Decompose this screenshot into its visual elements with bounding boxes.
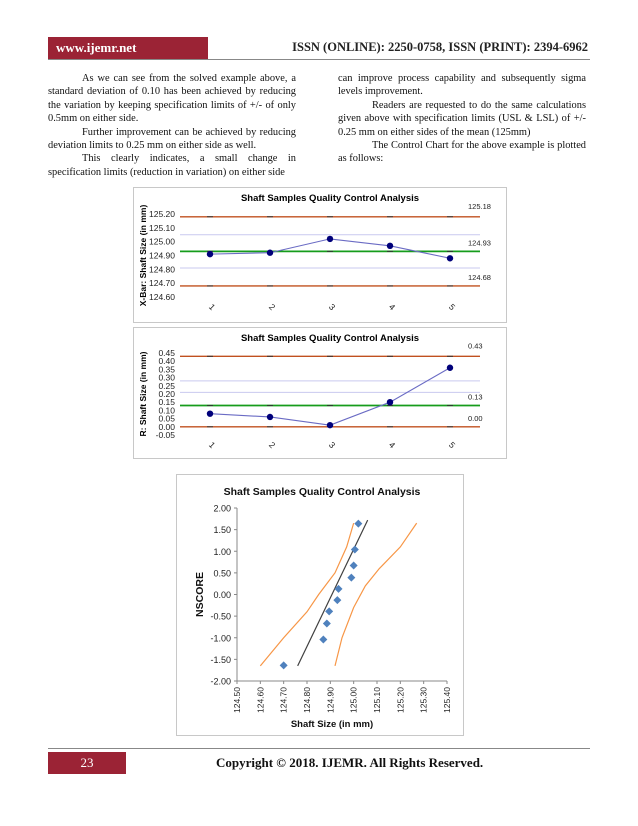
chart-0-data-point — [447, 255, 453, 261]
paragraph: This clearly indicates, a small change in specification limits (reduction in variation) on either side — [48, 153, 296, 178]
footer-page-box — [48, 752, 126, 774]
chart-1-x-tick-label: 2 — [266, 439, 278, 451]
chart-2-x-tick-label: 124.70 — [278, 687, 289, 713]
paragraph: Readers are requested to do the same calculations given above with specification limits (USL & LSL) of +/- 0.25 mm on either sides of the mean (125mm) — [338, 99, 586, 138]
chart-0-y-tick-label: 124.90 — [149, 250, 175, 261]
chart-1-data-point — [327, 422, 333, 428]
chart-2-x-tick-label: 124.60 — [255, 687, 266, 713]
range-chart — [133, 327, 507, 459]
paragraph: The Control Chart for the above example is plotted as follows: — [338, 140, 586, 165]
chart-1-annotation: 0.13 — [468, 392, 483, 402]
chart-1-data-point — [267, 414, 273, 420]
chart-0-title: Shaft Samples Quality Control Analysis — [240, 193, 420, 204]
chart-1-data-line — [210, 368, 450, 425]
chart-2-y-tick-label: -1.00 — [210, 633, 231, 644]
chart-1-y-tick-label: 0.20 — [158, 389, 175, 399]
chart-2-title: Shaft Samples Quality Control Analysis — [223, 486, 421, 498]
chart-2-x-tick-label: 125.20 — [395, 687, 406, 713]
footer-rule — [48, 748, 590, 749]
copyright-text: Copyright © 2018. IJEMR. All Rights Reserved. — [216, 755, 484, 770]
chart-1-y-tick-label: 0.40 — [158, 356, 175, 367]
journal-website[interactable]: www.ijemr.net — [56, 40, 137, 55]
chart-0-data-point — [267, 250, 273, 256]
right-column — [338, 72, 586, 166]
chart-1-x-tick-label: 4 — [386, 439, 398, 451]
chart-2-x-tick-label: 124.90 — [325, 687, 336, 713]
chart-0-y-axis-label: X-Bar: Shaft Size (in mm) — [138, 204, 148, 307]
chart-2-y-tick-label: 1.50 — [213, 525, 231, 536]
issn-text: ISSN (ONLINE): 2250-0758, ISSN (PRINT): 2394-6962 — [292, 40, 588, 54]
chart-1-y-axis-label: R: Shaft Size (in mm) — [138, 351, 148, 437]
chart-2-y-axis-label: NSCORE — [194, 572, 206, 617]
chart-1-x-tick-label: 5 — [446, 439, 458, 451]
chart-1-y-tick-label: 0.00 — [158, 421, 175, 432]
chart-1-annotation: 0.43 — [468, 341, 483, 351]
header-rule — [48, 59, 590, 60]
paragraph: Further improvement can be achieved by reducing deviation limits to 0.25 mm on either side as well. — [48, 126, 296, 152]
paragraph: As we can see from the solved example above, a standard deviation of 0.10 has been achieved by reducing the variation by keeping specification limits of +/- of only 0.5mm on either side. — [48, 73, 296, 125]
chart-1-data-point — [447, 365, 453, 371]
chart-2-fit-line — [298, 520, 368, 666]
xbar-chart-svg — [134, 188, 506, 322]
chart-0-data-point — [327, 236, 333, 242]
chart-0-y-tick-label: 124.80 — [149, 264, 175, 275]
chart-1-y-tick-label: 0.05 — [158, 413, 175, 424]
xbar-chart — [133, 187, 507, 323]
chart-1-y-tick-label: 0.30 — [158, 372, 175, 383]
chart-2-y-tick-label: -0.50 — [210, 611, 231, 622]
chart-2-data-point — [350, 562, 358, 570]
chart-1-data-point — [387, 399, 393, 405]
chart-2-x-tick-label: 125.00 — [348, 687, 359, 713]
chart-1-y-tick-label: 0.15 — [158, 397, 175, 408]
chart-1-data-point — [207, 410, 213, 416]
chart-1-title: Shaft Samples Quality Control Analysis — [240, 333, 420, 344]
chart-2-x-tick-label: 125.30 — [418, 687, 429, 713]
chart-2-y-tick-label: 0.00 — [213, 590, 231, 600]
chart-2-y-tick-label: 1.00 — [213, 546, 231, 557]
chart-0-y-tick-label: 125.00 — [149, 236, 175, 247]
chart-0-x-tick-label: 1 — [206, 301, 218, 313]
chart-2-x-tick-label: 124.80 — [302, 687, 312, 713]
chart-0-annotation: 124.68 — [468, 272, 491, 282]
chart-2-data-point — [319, 635, 327, 643]
chart-1-y-tick-label: 0.35 — [158, 364, 175, 375]
chart-0-annotation: 124.93 — [468, 238, 491, 248]
chart-2-x-axis-label: Shaft Size (in mm) — [290, 719, 374, 730]
nscore-chart-svg — [177, 475, 463, 735]
chart-1-y-tick-label: 0.10 — [158, 405, 175, 416]
chart-0-data-point — [207, 251, 213, 257]
paragraph: can improve process capability and subsequently sigma levels improvement. — [338, 73, 586, 98]
chart-2-y-tick-label: 2.00 — [213, 503, 231, 514]
chart-0-data-point — [387, 243, 393, 249]
chart-0-y-tick-label: 125.20 — [149, 209, 175, 219]
chart-2-y-tick-label: -2.00 — [210, 676, 231, 687]
chart-2-data-point — [325, 607, 333, 615]
chart-0-x-tick-label: 5 — [446, 301, 458, 313]
chart-2-data-point — [347, 574, 355, 582]
chart-1-x-tick-label: 3 — [326, 439, 338, 451]
chart-2-x-tick-label: 125.10 — [372, 687, 382, 713]
header-site-box — [48, 37, 208, 59]
chart-2-x-tick-label: 124.50 — [232, 687, 242, 713]
chart-0-x-tick-label: 4 — [386, 301, 398, 313]
chart-2-data-point — [280, 661, 288, 669]
chart-0-annotation: 125.18 — [468, 201, 491, 211]
chart-1-y-tick-label: -0.05 — [155, 430, 175, 440]
chart-1-x-tick-label: 1 — [206, 439, 218, 451]
chart-2-y-tick-label: 0.50 — [213, 568, 231, 579]
chart-1-annotation: 0.00 — [468, 413, 483, 423]
page-number: 23 — [80, 755, 94, 770]
chart-0-x-tick-label: 2 — [266, 301, 278, 313]
chart-2-data-point — [333, 596, 341, 604]
chart-0-y-tick-label: 124.70 — [149, 278, 175, 289]
chart-0-y-tick-label: 124.60 — [149, 292, 175, 302]
chart-2-data-point — [323, 619, 331, 627]
range-chart-svg — [134, 328, 506, 458]
chart-0-y-tick-label: 125.10 — [149, 222, 175, 233]
chart-1-y-tick-label: 0.45 — [158, 348, 175, 358]
chart-0-x-tick-label: 3 — [326, 301, 338, 313]
chart-2-y-tick-label: -1.50 — [210, 654, 231, 665]
chart-2-x-tick-label: 125.40 — [442, 687, 452, 713]
page-header — [48, 37, 590, 59]
chart-1-y-tick-label: 0.25 — [158, 380, 175, 391]
left-column — [48, 72, 296, 179]
chart-2-data-point — [354, 520, 362, 528]
nscore-chart — [176, 474, 464, 736]
chart-2-upper-band — [260, 523, 353, 666]
